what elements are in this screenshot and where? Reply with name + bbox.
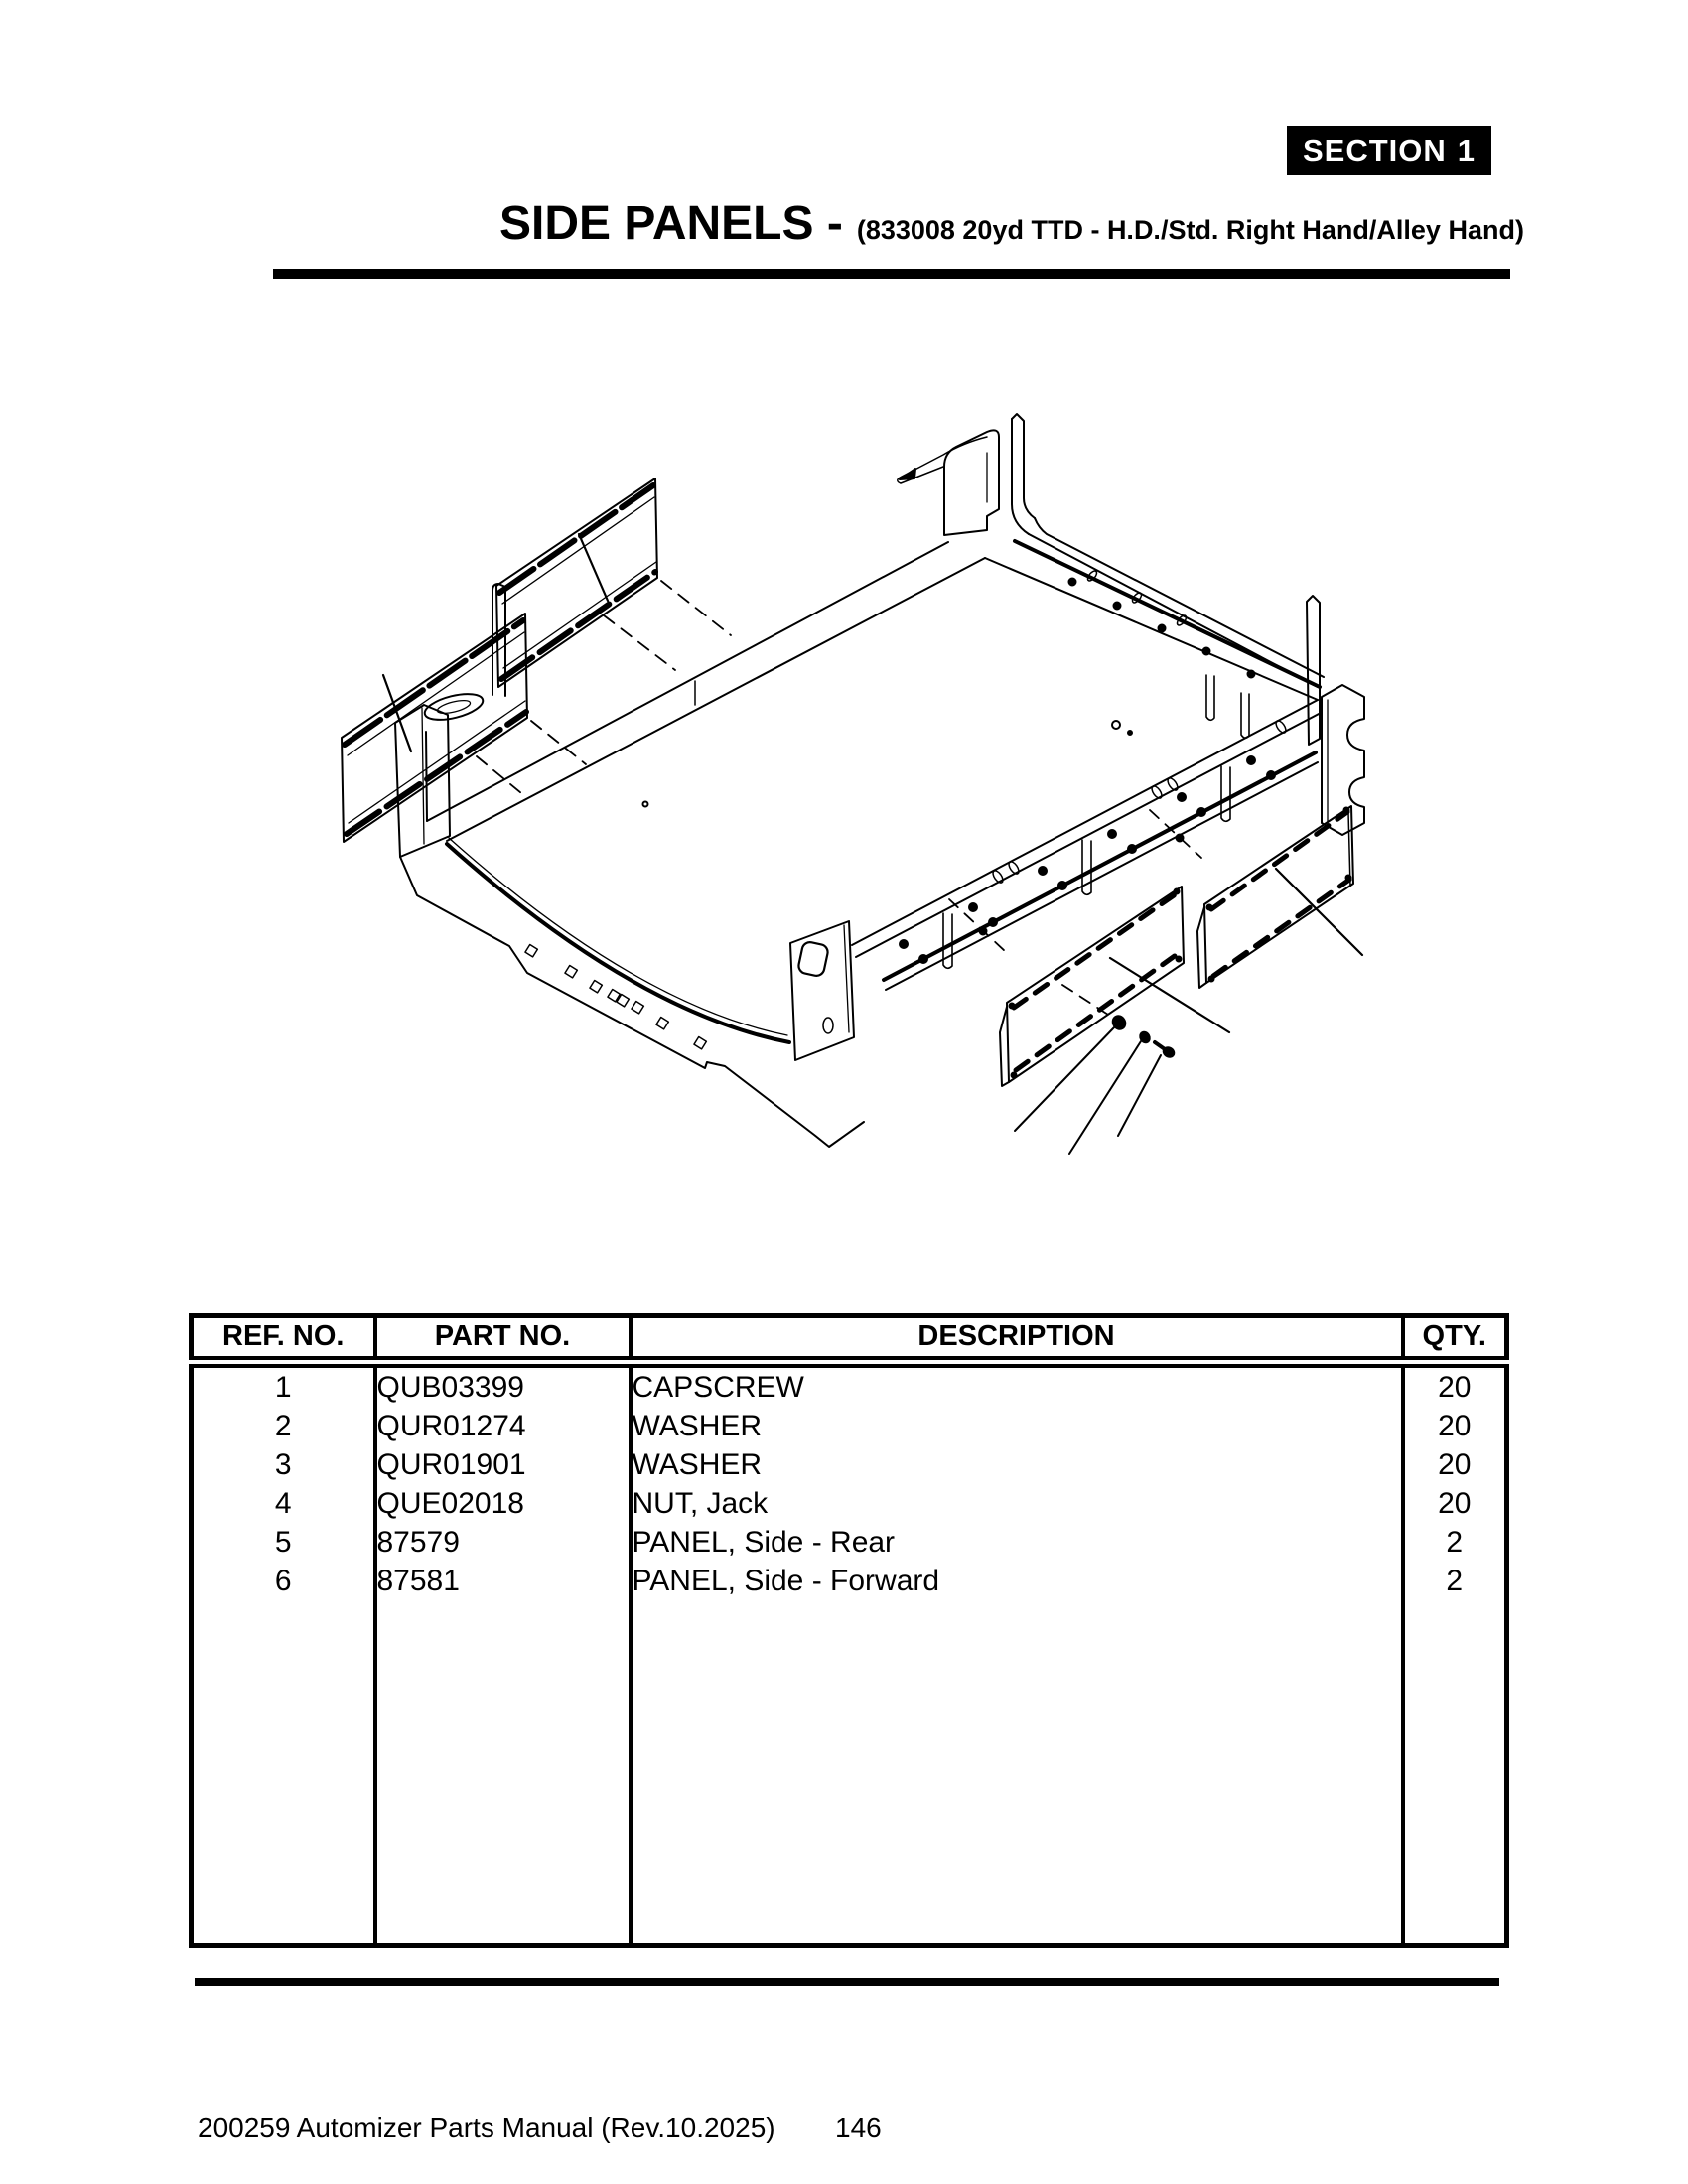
hardware-fasteners [1015,1014,1176,1154]
table-row [192,1445,1507,1484]
footer-text: 200259 Automizer Parts Manual (Rev.10.2025) [198,2113,775,2143]
body-front-skirt [400,838,864,1147]
cell-qty: 20 [1403,1445,1507,1484]
column-header-qty: QTY. [1403,1316,1507,1362]
table-filler-row [192,1600,1507,1946]
section-number: 1 [1457,132,1476,168]
cell-qty: 2 [1403,1562,1507,1600]
cell-qty: 20 [1403,1362,1507,1407]
column-header-part-no: PART NO. [375,1316,631,1362]
cell-ref: 1 [192,1362,375,1407]
table-row [192,1562,1507,1600]
section-label: SECTION [1303,132,1447,168]
table-row [192,1362,1507,1407]
body-front-right-pillar [790,921,854,1060]
exploded-view-diagram [248,248,1539,1241]
page-number: 146 [835,2113,882,2143]
page-title-row [499,197,1524,251]
footer-rule [195,1978,1499,1986]
page-title: SIDE PANELS - [499,198,843,250]
table-row [192,1484,1507,1523]
cell-part: 87581 [375,1562,631,1600]
cell-qty: 20 [1403,1407,1507,1445]
cell-ref: 6 [192,1562,375,1600]
column-header-description: DESCRIPTION [631,1316,1403,1362]
parts-table [189,1313,1509,1948]
parts-table-header-row [192,1316,1507,1362]
column-header-ref-no: REF. NO. [192,1316,375,1362]
cell-qty: 20 [1403,1484,1507,1523]
body-right-rail [852,700,1321,990]
cell-qty: 2 [1403,1523,1507,1562]
cell-ref: 4 [192,1484,375,1523]
panel-side-rear-upper [492,478,657,696]
cell-description: CAPSCREW [631,1362,1403,1407]
table-row [192,1407,1507,1445]
cell-part: QUR01274 [375,1407,631,1445]
cell-description: WASHER [631,1445,1403,1484]
cell-part: 87579 [375,1523,631,1562]
cell-description: PANEL, Side - Forward [631,1562,1403,1600]
cell-ref: 3 [192,1445,375,1484]
body-rear-rail [985,518,1324,738]
cell-description: NUT, Jack [631,1484,1403,1523]
cell-part: QUR01901 [375,1445,631,1484]
cell-part: QUB03399 [375,1362,631,1407]
body-rear-left-corner [898,414,1035,535]
panel-side-forward-lower [1197,806,1353,988]
cell-ref: 5 [192,1523,375,1562]
cell-description: PANEL, Side - Rear [631,1523,1403,1562]
upper-projection-dashes [477,581,731,797]
panel-side-forward-upper [342,614,527,842]
table-row [192,1523,1507,1562]
cell-ref: 2 [192,1407,375,1445]
mount-bolt-dot-right [1177,835,1184,842]
page-subtitle: (833008 20yd TTD - H.D./Std. Right Hand/Alley Hand) [856,215,1524,245]
mount-bolt-dot-left [980,928,987,935]
cell-description: WASHER [631,1407,1403,1445]
section-badge [1287,126,1491,175]
cell-part: QUE02018 [375,1484,631,1523]
